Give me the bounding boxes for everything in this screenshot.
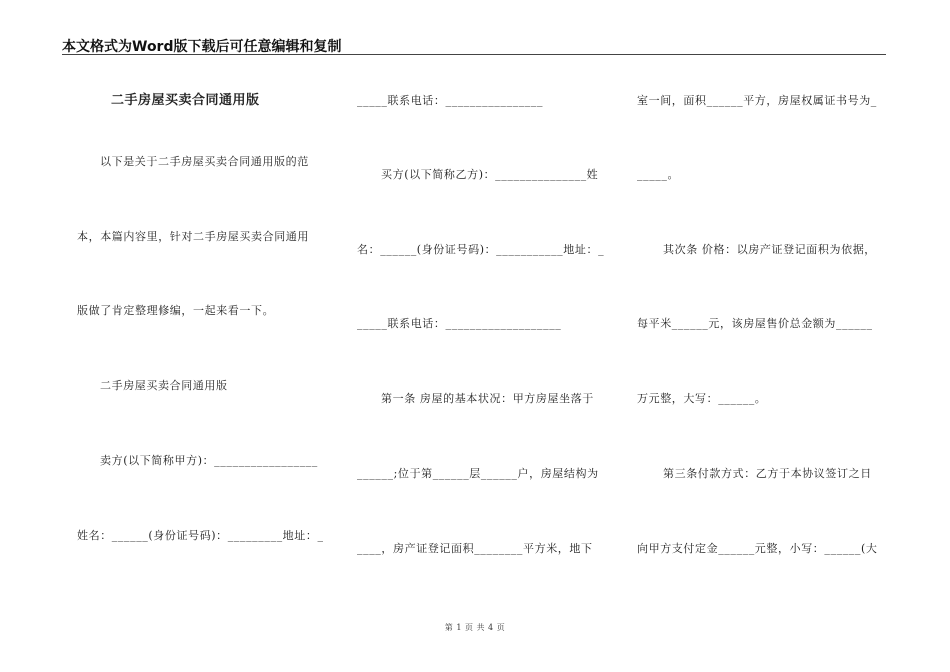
seller-phone-line: _____联系电话：________________	[357, 94, 544, 107]
article-3-line: 第三条付款方式：乙方于本协议签订之日	[663, 467, 872, 480]
document-title: 二手房屋买卖合同通用版	[111, 93, 260, 108]
seller-id-line: 姓名：______(身份证号码)：_________地址：_	[77, 529, 324, 542]
paragraph-line: 以下是关于二手房屋买卖合同通用版的范	[100, 155, 309, 168]
paragraph-line: 室一间，面积______平方，房屋权属证书号为_	[637, 94, 877, 107]
paragraph-line: ______;位于第______层______户，房屋结构为	[357, 467, 599, 480]
paragraph-line: 每平米______元，该房屋售价总金额为______	[637, 317, 873, 330]
article-2-line: 其次条 价格：以房产证登记面积为依据，	[663, 243, 876, 256]
text-column-1	[77, 0, 327, 672]
text-column-2	[357, 0, 607, 672]
text-column-3	[637, 0, 889, 672]
paragraph-line: 版做了肯定整理修编，一起来看一下。	[77, 304, 275, 317]
paragraph-line: 向甲方支付定金______元整，小写：______(大	[637, 542, 878, 555]
paragraph-line: 万元整，大写：______。	[637, 392, 767, 405]
article-1-line: 第一条 房屋的基本状况：甲方房屋坐落于	[381, 392, 594, 405]
buyer-id-line: 名：______(身份证号码)：___________地址：_	[357, 243, 605, 256]
buyer-line: 买方(以下简称乙方)：_______________姓	[381, 168, 599, 181]
seller-line: 卖方(以下简称甲方)：_________________	[100, 454, 318, 467]
document-banner: 本文格式为Word版下载后可任意编辑和复制	[62, 39, 342, 55]
section-heading: 二手房屋买卖合同通用版	[100, 379, 228, 392]
page-indicator: 第 1 页 共 4 页	[444, 623, 506, 632]
paragraph-line: _____。	[637, 168, 680, 181]
paragraph-line: ____，房产证登记面积________平方米，地下	[357, 542, 593, 555]
paragraph-line: 本，本篇内容里，针对二手房屋买卖合同通用	[77, 230, 309, 243]
buyer-phone-line: _____联系电话：___________________	[357, 317, 562, 330]
